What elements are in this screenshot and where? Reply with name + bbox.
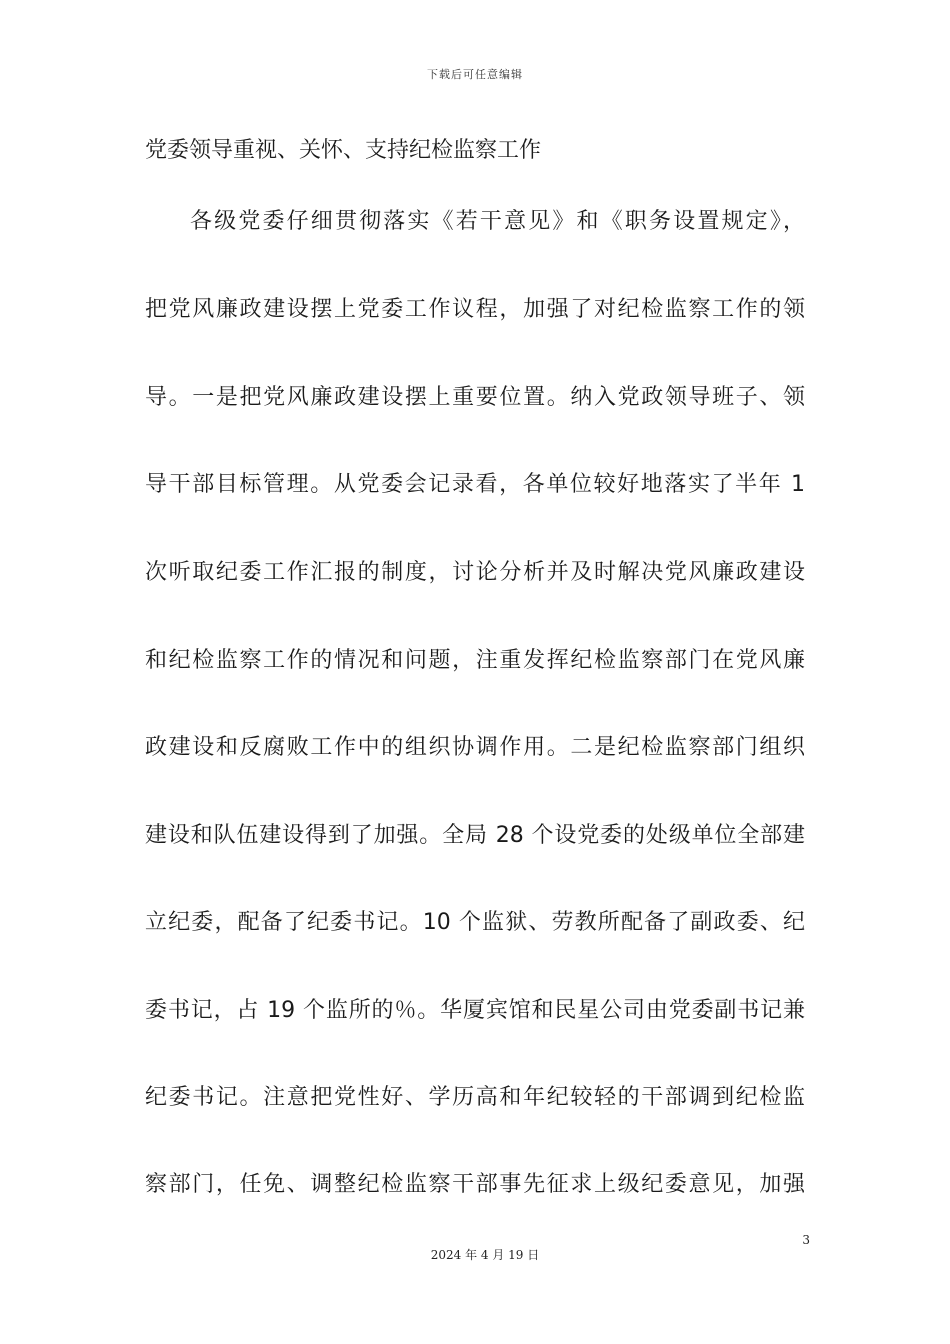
body-line: 次听取纪委工作汇报的制度，讨论分析并及时解决党风廉政建设 [145,560,805,585]
body-line: 和纪检监察工作的情况和问题，注重发挥纪检监察部门在党风廉 [145,648,805,673]
body-line: 各级党委仔细贯彻落实《若干意见》和《职务设置规定》， [190,209,805,234]
body-line: 委书记，占 19 个监所的％。华厦宾馆和民星公司由党委副书记兼 [145,998,805,1023]
body-line: 察部门，任免、调整纪检监察干部事先征求上级纪委意见，加强 [145,1172,805,1197]
body-line: 建设和队伍建设得到了加强。全局 28 个设党委的处级单位全部建 [145,823,805,848]
footer-date: 2024 年 4 月 19 日 [430,1248,540,1262]
header-note: 下载后可任意编辑 [427,68,523,81]
body-line: 纪委书记。注意把党性好、学历高和年纪较轻的干部调到纪检监 [145,1085,805,1110]
section-heading: 党委领导重视、关怀、支持纪检监察工作 [145,138,542,163]
body-line: 政建设和反腐败工作中的组织协调作用。二是纪检监察部门组织 [145,735,805,760]
body-line: 导。一是把党风廉政建设摆上重要位置。纳入党政领导班子、领 [145,385,805,410]
body-line: 把党风廉政建设摆上党委工作议程，加强了对纪检监察工作的领 [145,297,805,322]
body-line: 导干部目标管理。从党委会记录看，各单位较好地落实了半年 1 [145,472,805,497]
page-number: 3 [802,1233,810,1247]
body-line: 立纪委，配备了纪委书记。10 个监狱、劳教所配备了副政委、纪 [145,910,805,935]
